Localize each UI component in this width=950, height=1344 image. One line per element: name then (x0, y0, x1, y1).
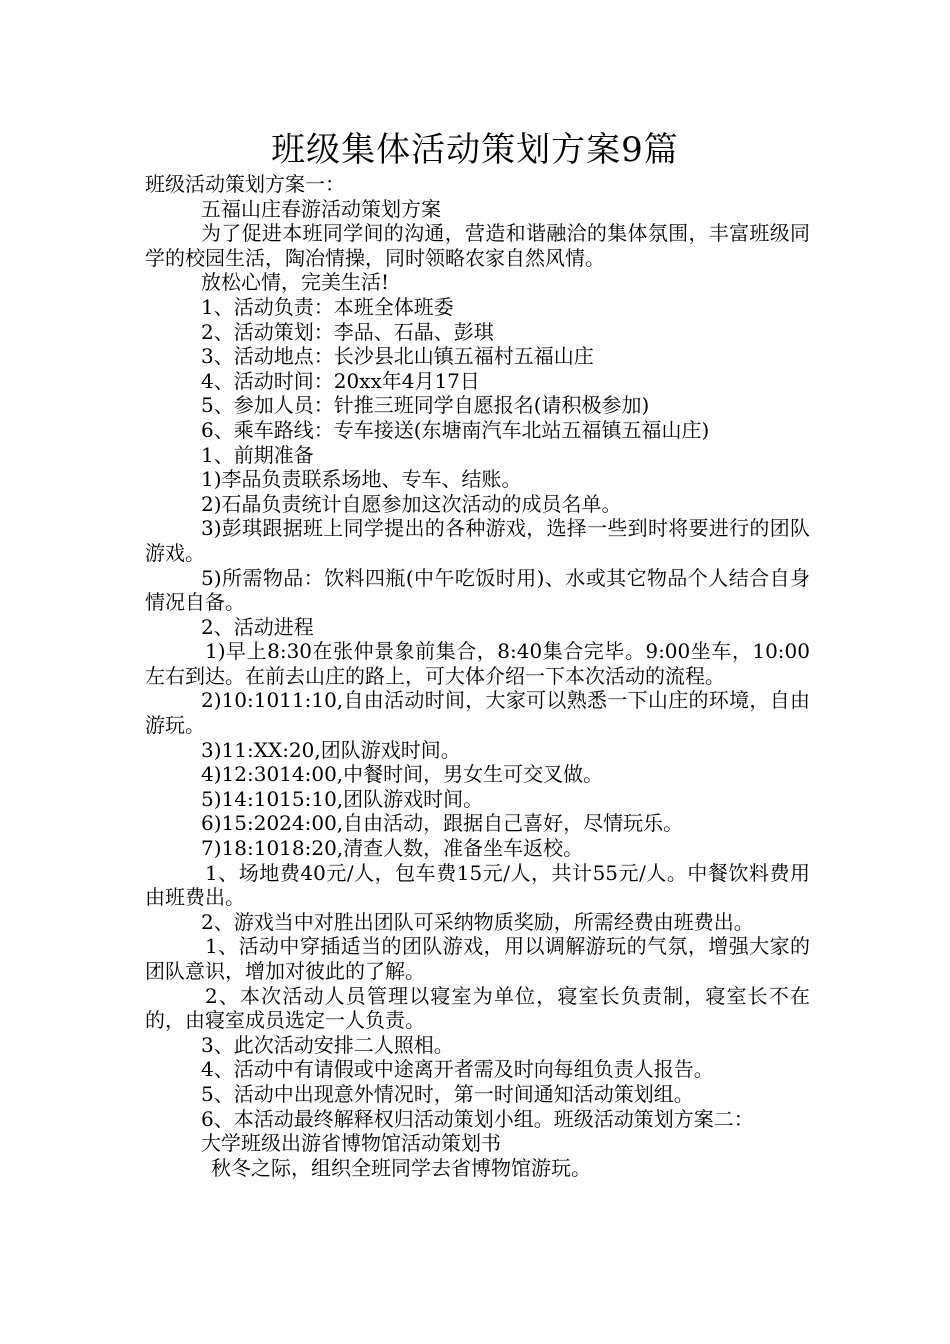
paragraph: 2、活动策划：李品、石晶、彭琪 (201, 319, 494, 344)
paragraph: 5、参加人员：针推三班同学自愿报名(请积极参加) (201, 393, 650, 418)
paragraph: 5、活动中出现意外情况时，第一时间通知活动策划组。 (201, 1081, 694, 1106)
paragraph: 五福山庄春游活动策划方案 (201, 196, 441, 221)
paragraph: 3、此次活动安排二人照相。 (201, 1032, 454, 1057)
paragraph: 2、本次活动人员管理以寝室为单位，寝室长负责制，寝室长不在的，由寝室成员选定一人负责。 (145, 983, 810, 1033)
paragraph: 1、场地费40元/人，包车费15元/人，共计55元/人。中餐饮料费用由班费出。 (145, 860, 810, 910)
document-body (145, 172, 810, 1180)
paragraph: 1、活动负责：本班全体班委 (201, 294, 454, 319)
paragraph: 1)李品负责联系场地、专车、结账。 (201, 467, 522, 492)
paragraph: 大学班级出游省博物馆活动策划书 (201, 1131, 501, 1156)
paragraph: 3)彭琪跟据班上同学提出的各种游戏，选择一些到时将要进行的团队游戏。 (145, 516, 810, 565)
paragraph: 6、乘车路线：专车接送(东塘南汽车北站五福镇五福山庄) (201, 417, 710, 442)
paragraph: 1、前期准备 (201, 442, 314, 467)
document-title: 班级集体活动策划方案9篇 (271, 130, 679, 170)
paragraph: 2)石晶负责统计自愿参加这次活动的成员名单。 (201, 491, 622, 516)
paragraph: 7)18:1018:20,清查人数，准备坐车返校。 (201, 836, 584, 861)
paragraph: 秋冬之际，组织全班同学去省博物馆游玩。 (211, 1155, 591, 1180)
paragraph: 班级活动策划方案一： (145, 172, 345, 196)
paragraph: 2、活动进程 (201, 614, 314, 639)
paragraph: 1、活动中穿插适当的团队游戏，用以调解游玩的气氛，增强大家的团队意识，增加对彼此的了解。 (145, 934, 810, 983)
paragraph: 为了促进本班同学间的沟通，营造和谐融洽的集体氛围，丰富班级同学的校园生活，陶冶情操，同时领略农家自然风情。 (145, 221, 810, 270)
paragraph: 6、本活动最终解释权归活动策划小组。班级活动策划方案二： (201, 1106, 754, 1131)
paragraph: 放松心情，完美生活! (201, 270, 390, 295)
paragraph: 2、游戏当中对胜出团队可采纳物质奖励，所需经费由班费出。 (201, 909, 754, 934)
paragraph: 5)所需物品：饮料四瓶(中午吃饭时用)、水或其它物品个人结合自身情况自备。 (145, 565, 810, 615)
paragraph: 1)早上8:30在张仲景象前集合，8:40集合完毕。9:00坐车，10:00左右到达。在前去山庄的路上，可大体介绍一下本次活动的流程。 (145, 639, 810, 688)
paragraph: 5)14:1015:10,团队游戏时间。 (201, 786, 484, 811)
paragraph: 6)15:2024:00,自由活动，跟据自己喜好，尽情玩乐。 (201, 811, 684, 836)
paragraph: 3)11:XX:20,团队游戏时间。 (201, 737, 461, 762)
paragraph: 2)10:1011:10,自由活动时间，大家可以熟悉一下山庄的环境，自由游玩。 (145, 688, 810, 738)
paragraph: 4)12:3014:00,中餐时间，男女生可交叉做。 (201, 762, 604, 787)
paragraph: 3、活动地点：长沙县北山镇五福村五福山庄 (201, 344, 594, 369)
paragraph: 4、活动中有请假或中途离开者需及时向每组负责人报告。 (201, 1057, 714, 1082)
paragraph: 4、活动时间：20xx年4月17日 (201, 368, 480, 393)
